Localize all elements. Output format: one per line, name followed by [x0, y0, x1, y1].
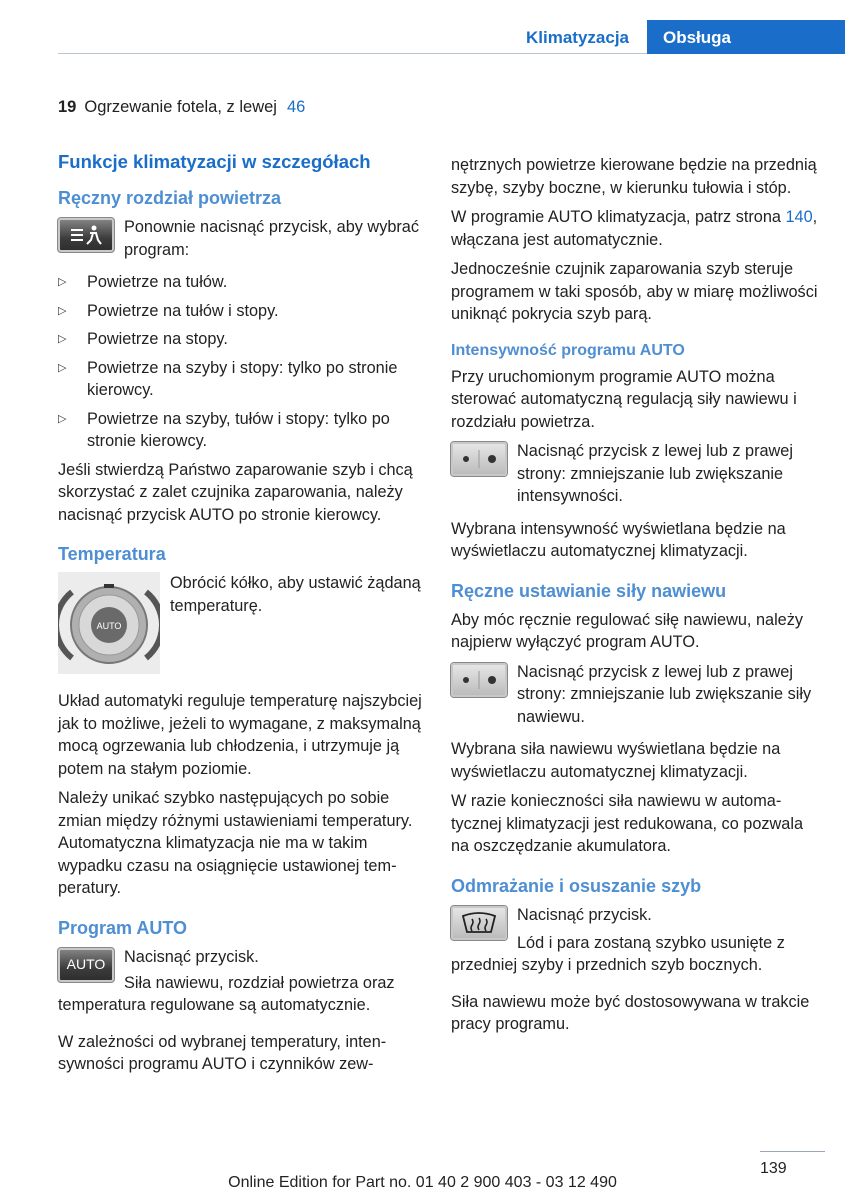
auto-button-icon: AUTO — [58, 948, 114, 982]
air-program-list — [58, 271, 426, 453]
temperature-knob-image — [58, 572, 160, 674]
heading-auto-program: Program AUTO — [58, 917, 188, 938]
intensity-display-paragraph: Wybrana intensywność wyświetlana będzie na wyświetlaczu automatycznej klimatyzacji. — [451, 519, 786, 560]
manual-fan-paragraph: Aby móc ręcznie regulować siłę nawiewu, należy najpierw wyłączyć program AUTO. — [451, 610, 804, 651]
ac-text-post: , włączana jest automatycznie. — [451, 208, 818, 249]
temperature-paragraph-2: Należy unikać szybko następujących po sobie zmian między różnymi ustawieniami temperatury. Automatyczna klimatyzacja nie ma w takim wypadku czasu na osiągnięcie ustawionej temperatury. — [58, 789, 413, 897]
legend-page-link[interactable]: 46 — [286, 98, 306, 116]
air-distribution-text: Ponownie nacisnąć przycisk, aby wybrać program: — [124, 218, 420, 259]
list-item: ▷ Powietrze na tułów. — [58, 271, 426, 294]
heading-air-distribution: Ręczny rozdział powietrza — [58, 188, 282, 208]
defrost-text-1: Nacisnąć przycisk. — [517, 905, 652, 924]
heading-temperature: Temperatura — [58, 544, 166, 564]
page-number: 139 — [760, 1160, 787, 1177]
footer-edition: Online Edition for Part no. 01 40 2 900 403 - 03 12 490 — [228, 1174, 617, 1191]
page-number-rule — [760, 1151, 825, 1152]
auto-text-2: Siła nawiewu, rozdział powietrza oraz temperatura regulowane są automatycznie. — [58, 973, 395, 1014]
list-item: ▷ Powietrze na szyby, tułów i stopy: tylko po stronie kierowcy. — [58, 408, 426, 453]
manual-display-paragraph: Wybrana siła nawiewu wyświetlana będzie na wyświetlaczu automatycznej klimatyzacji. — [451, 740, 781, 781]
defrost-instruction — [451, 904, 825, 944]
fan-manual-instruction — [451, 661, 825, 729]
ac-paragraph — [451, 206, 825, 251]
ac-text-pre: W programie AUTO klimatyzacja, patrz strona — [451, 208, 786, 226]
fan-intensity-text: Nacisnąć przycisk z lewej lub z prawej strony: zmniejszanie lub zwiększanie intensywności. — [517, 442, 793, 505]
right-column — [451, 154, 825, 1043]
defrost-adjust-paragraph: Siła nawiewu może być dostosowywana w trakcie pracy programu. — [451, 992, 810, 1033]
knob-label: AUTO — [96, 621, 122, 631]
auto-instruction — [58, 946, 426, 986]
auto-text-1: Nacisnąć przycisk. — [124, 947, 259, 966]
defrost-text-2: Lód i para zostaną szybko usunięte z przedniej szyby i przednich szyb bocznych. — [451, 933, 785, 974]
air-distribution-instruction — [58, 216, 426, 261]
air-distribution-button-icon — [58, 218, 114, 252]
fog-sensor-paragraph: Jeśli stwierdzą Państwo zaparowanie szyb i chcą skorzystać z zalet czujnika zaparowania, należy nacisnąć przycisk AUTO po stronie kierowcy. — [58, 460, 413, 524]
continuation-paragraph: nętrznych powietrze kierowane będzie na przednią szybę, szyby boczne, w kierunku tułowia i stóp. — [451, 156, 817, 197]
fan-intensity-instruction — [451, 440, 825, 508]
list-item: ▷ Powietrze na stopy. — [58, 328, 426, 351]
intensity-paragraph: Przy uruchomionym programie AUTO można sterować automatyczną regulacją siły nawiewu i rozdziału powietrza. — [451, 367, 797, 431]
left-column — [58, 150, 426, 1083]
list-item: ▷ Powietrze na tułów i stopy. — [58, 300, 426, 323]
header-tab-label: Obsługa — [663, 28, 732, 47]
auto-dependency-paragraph: W zależności od wybranej temperatury, intensywności programu AUTO i czynników zew- — [58, 1032, 387, 1073]
heading-defrost: Odmrażanie i osuszanie szyb — [451, 875, 702, 896]
list-item: ▷ Powietrze na szyby i stopy: tylko po stronie kierowcy. — [58, 357, 426, 402]
header-section: Klimatyzacja — [526, 28, 629, 47]
legend-text: Ogrzewanie fotela, z lewej — [84, 98, 277, 116]
heading-auto-intensity: Intensywność programu AUTO — [451, 341, 685, 359]
fog-sensor-control-paragraph: Jednocześnie czujnik zaparowania szyb steruje programem w taki sposób, aby w miarę możliwości uniknąć pokrycia szyb parą. — [451, 260, 818, 323]
temperature-paragraph-1: Układ automatyki reguluje temperaturę najszybciej jak to możliwe, jeżeli to wymagane, z maksymalną mocą ogrzewania lub chłodzenia, i utrzymuje ją potem na stałym poziomie. — [58, 692, 422, 778]
legend-item-19 — [58, 98, 305, 117]
ac-page-link[interactable]: 140 — [785, 208, 813, 226]
fan-button-icon — [451, 663, 507, 697]
defrost-button-icon — [451, 906, 507, 940]
fan-button-icon — [451, 442, 507, 476]
temperature-instruction — [58, 572, 426, 678]
legend-number: 19 — [58, 98, 77, 116]
temperature-text: Obrócić kółko, aby ustawić żądaną temperaturę. — [170, 574, 421, 615]
heading-manual-fan: Ręczne ustawianie siły nawiewu — [451, 580, 727, 601]
battery-paragraph: W razie konieczności siła nawiewu w automatycznej klimatyzacji jest redukowana, co pozwala na oszczędzanie akumulatora. — [451, 792, 804, 855]
section-heading-main: Funkcje klimatyzacji w szczegółach — [58, 151, 371, 172]
header-tab — [647, 20, 845, 54]
fan-manual-text: Nacisnąć przycisk z lewej lub z prawej strony: zmniejszanie lub zwiększanie siły nawiewu. — [517, 662, 812, 726]
